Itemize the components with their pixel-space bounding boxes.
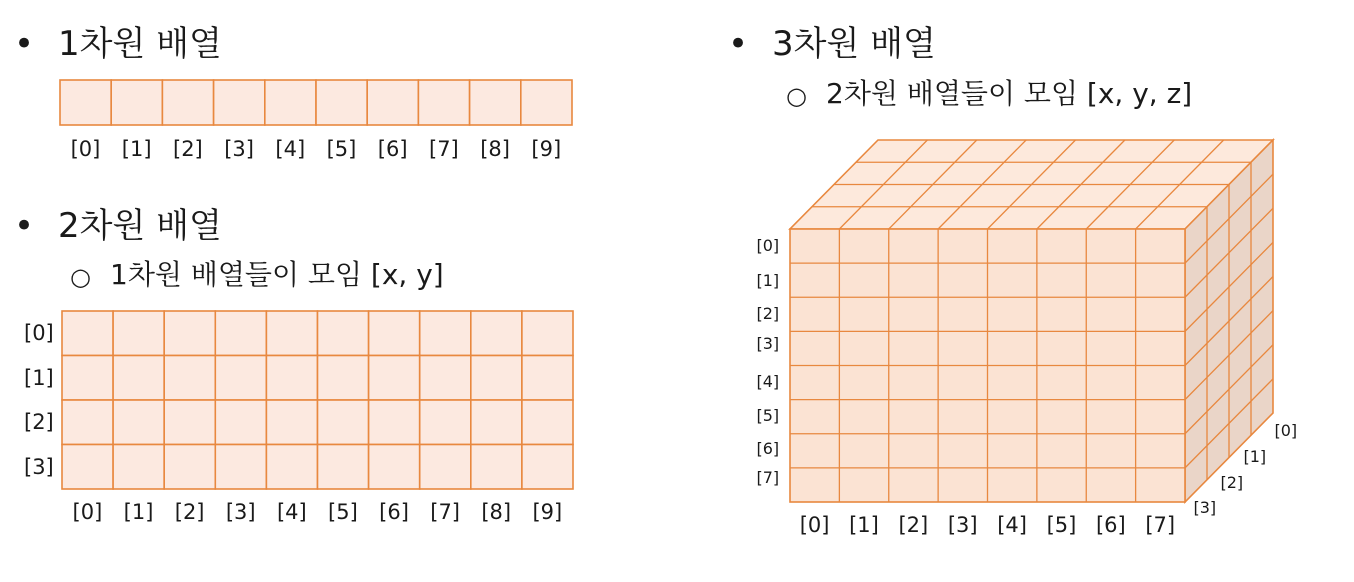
1d-col-label: [8]: [480, 137, 510, 161]
2d-cell: [215, 445, 266, 490]
1d-col-label: [0]: [70, 137, 101, 161]
3d-row-label: [2]: [756, 304, 780, 323]
2d-cell: [164, 356, 215, 401]
2d-cell: [369, 311, 420, 356]
2d-cell: [266, 400, 317, 445]
3d-col-label: [1]: [849, 513, 879, 537]
3d-row-label: [0]: [756, 236, 780, 255]
2d-col-label: [9]: [532, 500, 563, 524]
2d-col-label: [1]: [123, 500, 154, 524]
3d-row-label: [7]: [756, 468, 780, 487]
3d-depth-label: [1]: [1243, 447, 1267, 466]
1d-cell: [521, 80, 572, 125]
1d-cell: [60, 80, 111, 125]
2d-cell: [113, 311, 164, 356]
3d-row-label: [1]: [756, 271, 780, 290]
1d-cell: [367, 80, 418, 125]
2d-col-label: [2]: [174, 500, 205, 524]
2d-cell: [369, 400, 420, 445]
1d-col-label: [5]: [326, 137, 357, 161]
3d-depth-label: [3]: [1193, 498, 1217, 517]
2d-cell: [522, 400, 573, 445]
1d-col-label: [6]: [377, 137, 408, 161]
3d-col-label: [6]: [1095, 513, 1126, 537]
3d-col-label: [5]: [1046, 513, 1077, 537]
1d-cell: [111, 80, 162, 125]
2d-cell: [164, 445, 215, 490]
3d-col-label: [4]: [997, 513, 1027, 537]
2d-cell: [471, 445, 522, 490]
2d-cell: [113, 356, 164, 401]
2d-cell: [164, 311, 215, 356]
2d-cell: [164, 400, 215, 445]
2d-cell: [420, 400, 471, 445]
3d-depth-label: [0]: [1274, 421, 1298, 440]
1d-col-label: [1]: [121, 137, 152, 161]
2d-row-label: [2]: [24, 410, 54, 435]
3d-row-label: [4]: [756, 372, 780, 391]
1d-col-label: [9]: [531, 137, 562, 161]
2d-cell: [522, 356, 573, 401]
2d-cell: [471, 400, 522, 445]
2d-cell: [522, 445, 573, 490]
2d-cell: [62, 356, 113, 401]
subheading-3d: 2차원 배열들이 모임 [x, y, z]: [826, 77, 1193, 110]
3d-depth-label: [2]: [1220, 473, 1244, 492]
1d-col-label: [2]: [173, 137, 203, 161]
2d-cell: [420, 445, 471, 490]
2d-cell: [318, 400, 369, 445]
heading-2d: 2차원 배열: [58, 206, 222, 246]
2d-col-label: [3]: [225, 500, 256, 524]
1d-cell: [316, 80, 367, 125]
2d-cell: [113, 445, 164, 490]
2d-cell: [420, 311, 471, 356]
3d-row-label: [3]: [756, 334, 780, 353]
2d-col-label: [8]: [481, 500, 512, 524]
2d-cell: [266, 356, 317, 401]
2d-cell: [215, 356, 266, 401]
3d-col-label: [0]: [799, 513, 830, 537]
bullet-3d: •: [728, 24, 749, 64]
3d-row-label: [6]: [756, 439, 780, 458]
3d-col-label: [7]: [1145, 513, 1176, 537]
bullet-1d: •: [14, 24, 35, 64]
1d-col-label: [4]: [275, 137, 306, 161]
2d-row-label: [0]: [24, 321, 54, 346]
2d-cell: [318, 445, 369, 490]
bullet-2d: •: [14, 206, 35, 246]
heading-3d: 3차원 배열: [772, 24, 936, 64]
1d-cell: [265, 80, 316, 125]
2d-col-label: [0]: [72, 500, 103, 524]
2d-cell: [62, 400, 113, 445]
2d-col-label: [6]: [379, 500, 409, 524]
2d-cell: [318, 311, 369, 356]
3d-col-label: [2]: [898, 513, 929, 537]
2d-cell: [62, 311, 113, 356]
2d-cell: [471, 356, 522, 401]
2d-col-label: [4]: [276, 500, 307, 524]
2d-cell: [471, 311, 522, 356]
2d-cell: [215, 311, 266, 356]
2d-cell: [420, 356, 471, 401]
3d-col-label: [3]: [947, 513, 978, 537]
2d-cell: [369, 445, 420, 490]
1d-cell: [470, 80, 521, 125]
subheading-2d: 1차원 배열들이 모임 [x, y]: [110, 258, 444, 291]
2d-cell: [266, 311, 317, 356]
2d-cell: [369, 356, 420, 401]
heading-1d: 1차원 배열: [58, 24, 222, 64]
2d-col-label: [7]: [430, 500, 460, 524]
1d-cell: [214, 80, 265, 125]
2d-col-label: [5]: [328, 500, 358, 524]
2d-cell: [62, 445, 113, 490]
2d-row-label: [1]: [24, 365, 54, 390]
2d-cell: [266, 445, 317, 490]
2d-cell: [113, 400, 164, 445]
1d-col-label: [7]: [429, 137, 459, 161]
2d-cell: [215, 400, 266, 445]
1d-cell: [162, 80, 213, 125]
2d-row-label: [3]: [24, 454, 54, 479]
2d-cell: [522, 311, 573, 356]
1d-col-label: [3]: [224, 137, 254, 161]
1d-cell: [418, 80, 469, 125]
2d-cell: [318, 356, 369, 401]
sub-bullet-3d: ○: [786, 82, 807, 110]
3d-row-label: [5]: [756, 406, 780, 425]
sub-bullet-2d: ○: [70, 263, 91, 291]
